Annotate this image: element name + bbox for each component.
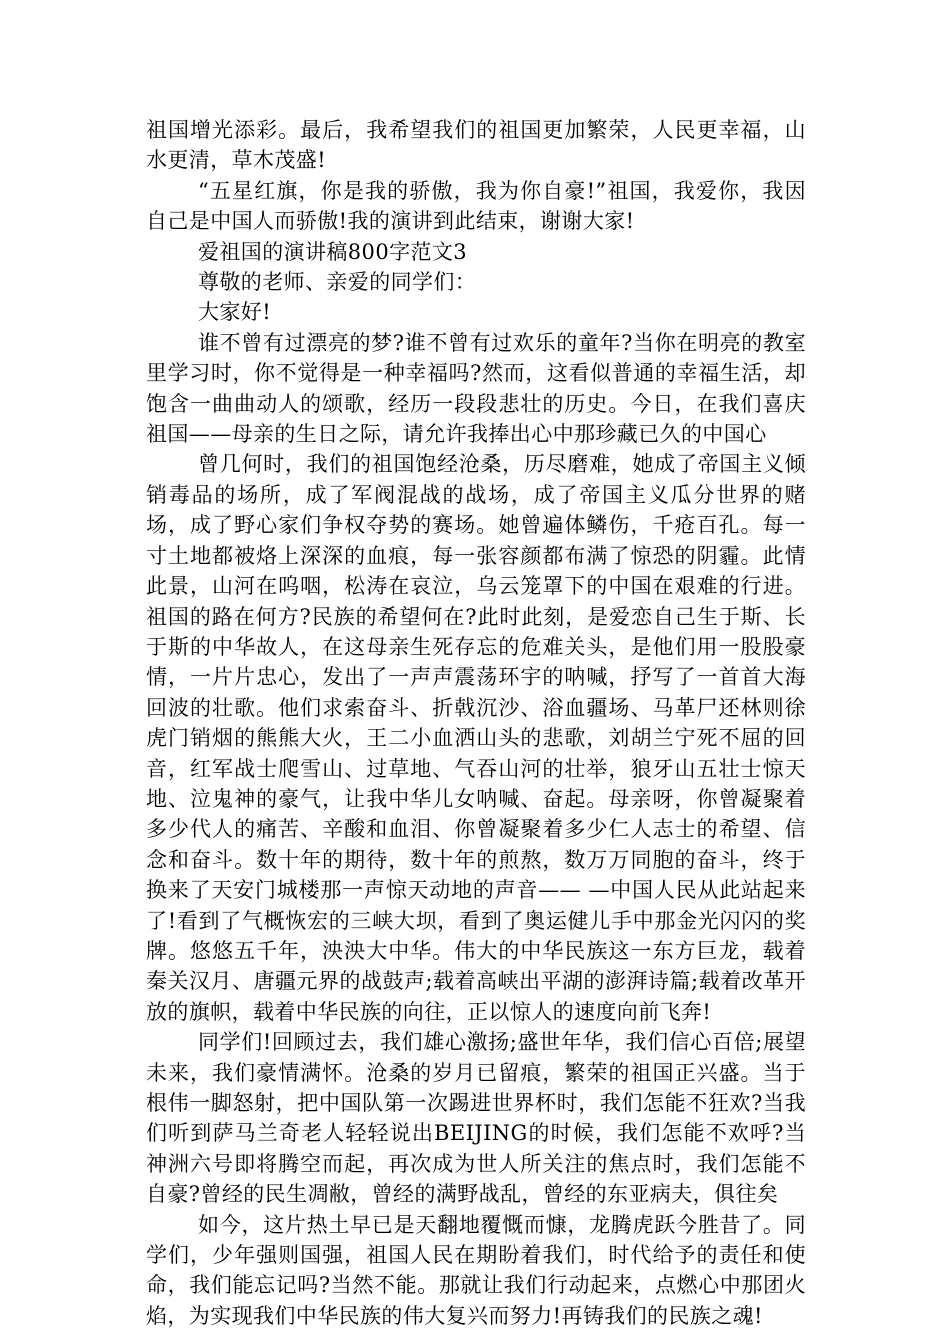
paragraph-intro: 谁不曾有过漂亮的梦?谁不曾有过欢乐的童年?当你在明亮的教室里学习时，你不觉得是一种幸福吗?然而，这看似普通的幸福生活，却饱含一曲曲动人的颂歌，经历一段段悲壮的历史。今日，在我们喜庆祖国——母亲的生日之际，请允许我捧出心中那珍藏已久的中国心 — [146, 330, 806, 447]
paragraph-speech-ending: “五星红旗，你是我的骄傲，我为你自豪!”祖国，我爱你，我因自己是中国人而骄傲!我的演讲到此结束，谢谢大家! — [146, 178, 806, 234]
document-page — [146, 115, 806, 1331]
paragraph-conclusion: 如今，这片热土早已是天翻地覆慨而慷，龙腾虎跃今胜昔了。同学们，少年强则国强，祖国人民在期盼着我们，时代给予的责任和使命，我们能忘记吗?当然不能。那就让我们行动起来，点燃心中那团火焰，为实现我们中华民族的伟大复兴而努力!再铸我们的民族之魂! — [146, 1212, 806, 1328]
paragraph-history: 曾几何时，我们的祖国饱经沧桑，历尽磨难，她成了帝国主义倾销毒品的场所，成了军阀混战的战场，成了帝国主义瓜分世界的赌场，成了野心家们争权夺势的赛场。她曾遍体鳞伤，千疮百孔。每一寸土地都被烙上深深的血痕，每一张容颜都布满了惊恐的阴霾。此情此景，山河在呜咽，松涛在哀泣，乌云笼罩下的中国在艰难的行进。祖国的路在何方?民族的希望何在?此时此刻，是爱恋自己生于斯、长于斯的中华故人，在这母亲生死存忘的危难关头，是他们用一股股豪情，一片片忠心，发出了一声声震荡环宇的呐喊，抒写了一首首大海回波的壮歌。他们求索奋斗、折戟沉沙、浴血疆场、马革尸还林则徐虎门销烟的熊熊大火，王二小血洒山头的悲歌，刘胡兰宁死不屈的回音，红军战士爬雪山、过草地、气吞山河的壮举，狼牙山五壮士惊天地、泣鬼神的豪气，让我中华儿女呐喊、奋起。母亲呀，你曾凝聚着多少代人的痛苦、辛酸和血泪、你曾凝聚着多少仁人志士的希望、信念和奋斗。数十年的期待，数十年的煎熬，数万万同胞的奋斗，终于换来了天安门城楼那一声惊天动地的声音—— —中国人民从此站起来了!看到了气概恢宏的三峡大坝，看到了奥运健儿手中那金光闪闪的奖牌。悠悠五千年，泱泱大中华。伟大的中华民族这一东方巨龙，载着秦关汉月、唐疆元界的战鼓声;载着高峡出平湖的澎湃诗篇;载着改革开放的旗帜，载着中华民族的向往，正以惊人的速度向前飞奔! — [146, 452, 806, 1024]
paragraph-closing-wish: 祖国增光添彩。最后，我希望我们的祖国更加繁荣，人民更幸福，山水更清，草木茂盛! — [146, 118, 806, 173]
greeting: 大家好! — [198, 300, 272, 325]
section-title: 爱祖国的演讲稿800字范文3 — [198, 239, 468, 264]
salutation: 尊敬的老师、亲爱的同学们： — [198, 270, 477, 295]
paragraph-classmates: 同学们!回顾过去，我们雄心激扬;盛世年华，我们信心百倍;展望未来，我们豪情满怀。沧桑的岁月已留痕，繁荣的祖国正兴盛。当于根伟一脚怒射，把中国队第一次踢进世界杯时，我们怎能不狂欢?当我们听到萨马兰奇老人轻轻说出BEIJING的时候，我们怎能不欢呼?当神洲六号即将腾空而起，再次成为世人所关注的焦点时，我们怎能不自豪?曾经的民生凋敝，曾经的满野战乱，曾经的东亚病夫，俱往矣 — [146, 1030, 806, 1207]
